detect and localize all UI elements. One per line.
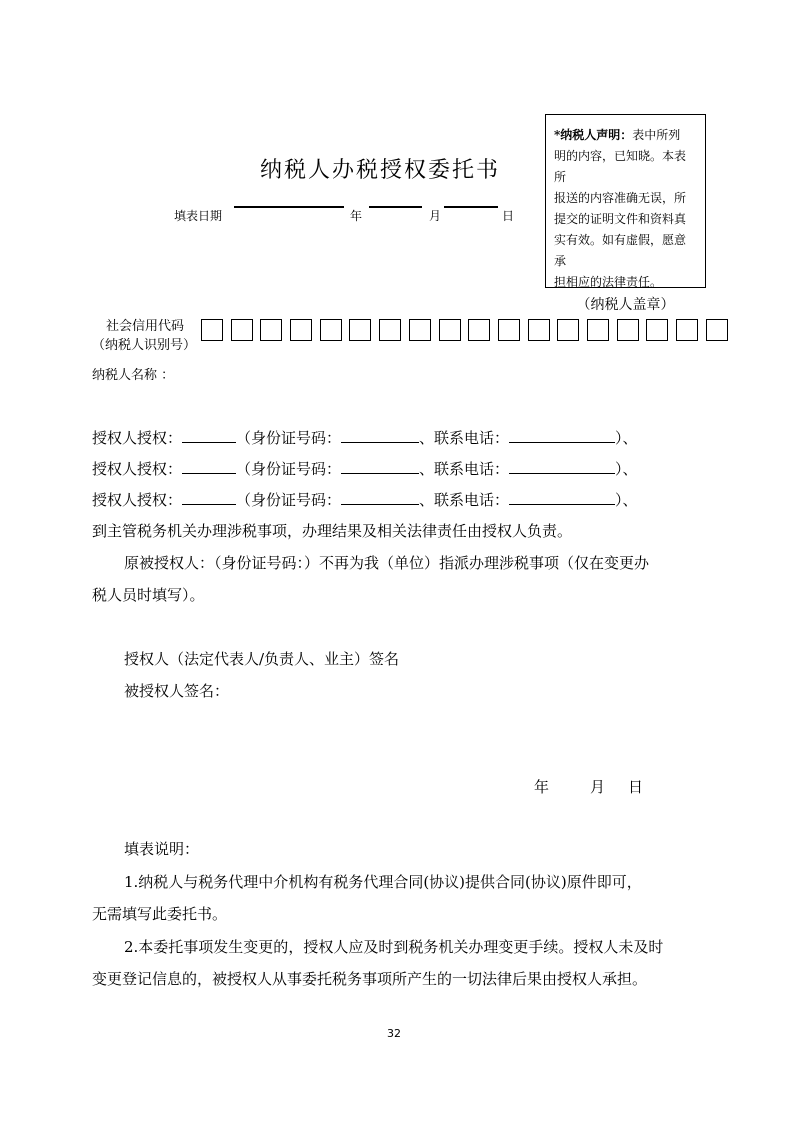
original-grantee-text: 原被授权人：（身份证号码：）不再为我（单位）指派办理涉税事项（仅在变更办	[124, 554, 650, 572]
taxpayer-declaration-box	[545, 114, 706, 313]
authorizer-label: 授权人授权：	[92, 429, 183, 447]
declaration-line: 表中所列	[632, 128, 681, 142]
taxpayer-seal-label: （纳税人盖章）	[576, 297, 675, 313]
grantee-signature-label: 被授权人签名：	[124, 682, 230, 700]
id-number-label: （身份证号码：	[236, 429, 342, 447]
row-suffix: ）、	[615, 429, 638, 447]
credit-code-box[interactable]	[587, 319, 609, 341]
credit-code-box[interactable]	[379, 319, 401, 341]
sign-year-label: 年	[534, 778, 550, 796]
authorizer-label: 授权人授权：	[92, 460, 183, 478]
day-label: 日	[502, 209, 515, 223]
credit-code-box[interactable]	[498, 319, 520, 341]
id-number-label: （身份证号码：	[236, 491, 342, 509]
page-number: 32	[387, 1027, 401, 1040]
credit-code-box[interactable]	[439, 319, 461, 341]
authorization-row	[92, 489, 638, 510]
credit-code-box[interactable]	[706, 319, 728, 341]
taxpayer-name-label: 纳税人名称 ：	[92, 368, 175, 383]
note-item-1: 1.纳税人与税务代理中介机构有税务代理合同(协议)提供合同(协议)原件即可，	[124, 873, 642, 891]
phone-label: 、联系电话：	[419, 460, 510, 478]
credit-code-box[interactable]	[349, 319, 371, 341]
declaration-heading: *纳税人声明：	[554, 128, 633, 142]
credit-code-box[interactable]	[557, 319, 579, 341]
credit-code-box[interactable]	[468, 319, 490, 341]
taxpayer-id-label: （纳税人识别号）	[92, 338, 197, 353]
row-suffix: ）、	[615, 460, 638, 478]
phone-label: 、联系电话：	[419, 491, 510, 509]
month-blank[interactable]	[369, 206, 422, 208]
day-blank[interactable]	[444, 206, 498, 208]
notes-heading: 填表说明：	[124, 840, 200, 858]
grantee-name-field[interactable]	[182, 459, 236, 474]
declaration-line: 明的内容，已知晓。本表所	[554, 149, 687, 184]
declaration-line: 提交的证明文件和资料真	[554, 212, 687, 226]
credit-code-box[interactable]	[320, 319, 342, 341]
original-grantee-text-cont: 税人员时填写）。	[92, 586, 205, 604]
credit-code-box[interactable]	[617, 319, 639, 341]
phone-label: 、联系电话：	[419, 429, 510, 447]
phone-field[interactable]	[509, 490, 615, 505]
declaration-line: 实有效。如有虚假，愿意承	[554, 233, 687, 268]
phone-field[interactable]	[509, 459, 615, 474]
id-number-field[interactable]	[341, 428, 419, 443]
note-item-2-cont: 变更登记信息的，被授权人从事委托税务事项所产生的一切法律后果由授权人承担。	[92, 970, 648, 988]
id-number-label: （身份证号码：	[236, 460, 342, 478]
year-blank[interactable]	[234, 206, 344, 208]
year-label: 年	[350, 209, 363, 223]
credit-code-box[interactable]	[260, 319, 282, 341]
credit-code-box[interactable]	[290, 319, 312, 341]
fill-date-label: 填表日期	[174, 209, 223, 223]
note-item-2: 2.本委托事项发生变更的，授权人应及时到税务机关办理变更手续。授权人未及时	[124, 938, 664, 956]
row-suffix: ）、	[615, 491, 638, 509]
responsibility-text: 到主管税务机关办理涉税事项，办理结果及相关法律责任由授权人负责。	[92, 522, 573, 540]
credit-code-box[interactable]	[201, 319, 223, 341]
declaration-line: 报送的内容准确无误，所	[554, 191, 687, 205]
sign-day-label: 日	[628, 778, 644, 796]
credit-code-box[interactable]	[646, 319, 668, 341]
id-number-field[interactable]	[341, 490, 419, 505]
authorization-row	[92, 427, 638, 448]
grantee-name-field[interactable]	[182, 428, 236, 443]
authorization-row	[92, 458, 638, 479]
credit-code-boxes	[201, 319, 728, 341]
page-title: 纳税人办税授权委托书	[260, 158, 501, 183]
note-item-1-cont: 无需填写此委托书。	[92, 905, 228, 923]
sign-month-label: 月	[590, 778, 606, 796]
credit-code-label: 社会信用代码	[106, 319, 185, 334]
id-number-field[interactable]	[341, 459, 419, 474]
credit-code-box[interactable]	[528, 319, 550, 341]
grantee-name-field[interactable]	[182, 490, 236, 505]
credit-code-box[interactable]	[409, 319, 431, 341]
declaration-line: 担相应的法律责任。	[554, 275, 663, 289]
authorizer-label: 授权人授权：	[92, 491, 183, 509]
phone-field[interactable]	[509, 428, 615, 443]
month-label: 月	[429, 209, 442, 223]
credit-code-box[interactable]	[676, 319, 698, 341]
authorizer-signature-label: 授权人（法定代表人/负责人、业主）签名	[124, 650, 400, 668]
credit-code-box[interactable]	[231, 319, 253, 341]
